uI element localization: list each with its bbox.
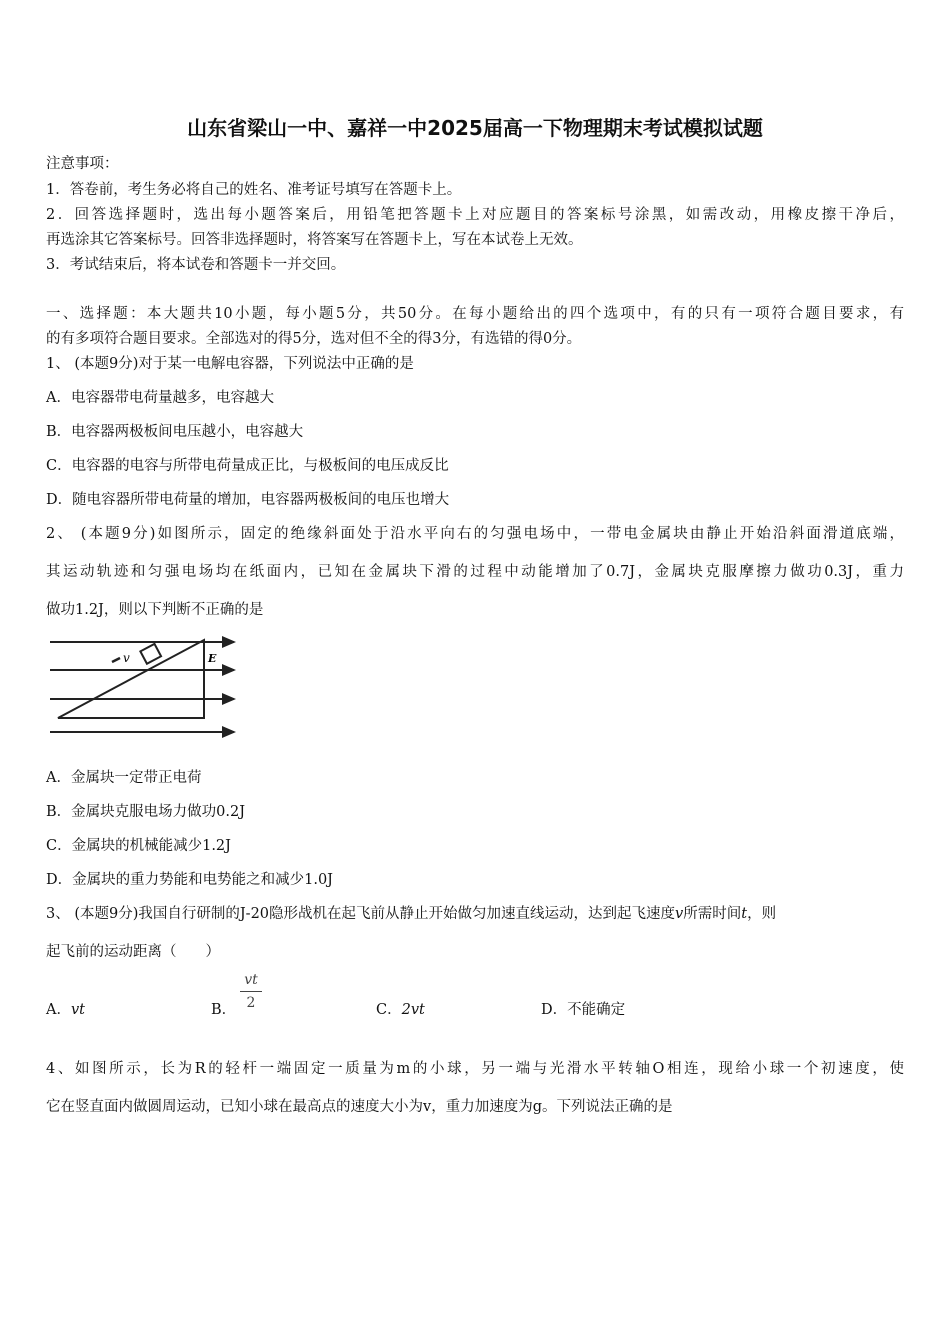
question-3-var-v: v bbox=[675, 906, 684, 922]
question-3-var-t: t bbox=[741, 906, 748, 922]
fraction-denominator: 2 bbox=[246, 995, 256, 1011]
section-1-line-2: 的有多项符合题目要求。全部选对的得5分，选对但不全的得3分，有选错的得0分。 bbox=[46, 331, 582, 347]
option-a-label: A． bbox=[46, 1002, 71, 1018]
notice-item-2-line-2: 再选涂其它答案标号。回答非选择题时，将答案写在答题卡上，写在本试卷上无效。 bbox=[46, 232, 583, 248]
notice-item-2-line-1: 2．回答选择题时，选出每小题答案后，用铅笔把答题卡上对应题目的答案标号涂黑，如需改动，用橡皮擦干净后， bbox=[46, 207, 904, 223]
question-2-option-d: D．金属块的重力势能和电势能之和减少1.0J bbox=[46, 872, 333, 888]
fraction-bar bbox=[240, 991, 262, 992]
question-2-option-c: C．金属块的机械能减少1.2J bbox=[46, 838, 231, 854]
field-label: E bbox=[208, 652, 217, 665]
question-4-line-2: 它在竖直面内做圆周运动，已知小球在最高点的速度大小为v，重力加速度为g。下列说法正确的是 bbox=[46, 1099, 673, 1115]
question-2-line-1: 2、 (本题9分)如图所示，固定的绝缘斜面处于沿水平向右的匀强电场中，一带电金属块由静止开始沿斜面滑道底端， bbox=[46, 526, 904, 542]
page-title: 山东省梁山一中、嘉祥一中2025届高一下物理期末考试模拟试题 bbox=[187, 116, 763, 140]
question-2-line-2: 其运动轨迹和匀强电场均在纸面内，已知在金属块下滑的过程中动能增加了0.7J，金属块克服摩擦力做功0.3J，重力 bbox=[46, 564, 904, 580]
question-2-option-a: A．金属块一定带正电荷 bbox=[46, 770, 202, 786]
notice-item-3: 3．考试结束后，将本试卷和答题卡一并交回。 bbox=[46, 257, 346, 273]
question-1-stem: 1、 (本题9分)对于某一电解电容器，下列说法中正确的是 bbox=[46, 356, 414, 372]
option-c-label: C． bbox=[376, 1002, 402, 1018]
fraction-numerator: vt bbox=[244, 972, 258, 988]
question-2-option-b: B．金属块克服电场力做功0.2J bbox=[46, 804, 246, 820]
question-1-option-c: C．电容器的电容与所带电荷量成正比，与极板间的电压成反比 bbox=[46, 458, 449, 474]
question-3-line-2: 起飞前的运动距离（ ） bbox=[46, 944, 220, 960]
question-3-line-1-text-c: ，则 bbox=[747, 906, 777, 922]
question-3-line-1 bbox=[46, 902, 776, 923]
question-1-option-b: B．电容器两极板间电压越小，电容越大 bbox=[46, 424, 304, 440]
incline-electric-field-figure bbox=[46, 632, 242, 742]
incline-triangle bbox=[58, 640, 204, 718]
metal-block bbox=[140, 644, 161, 664]
question-3-line-1-text-b: 所需时间 bbox=[683, 906, 742, 922]
option-a-value: vt bbox=[70, 1002, 86, 1018]
question-3-option-d: D．不能确定 bbox=[541, 1002, 626, 1018]
question-4-line-1: 4、如图所示，长为R的轻杆一端固定一质量为m的小球，另一端与光滑水平转轴O相连，现给小球一个初速度，使 bbox=[46, 1061, 904, 1077]
notice-heading: 注意事项： bbox=[46, 156, 119, 172]
section-1-line-1: 一、选择题：本大题共10小题，每小题5分，共50分。在每小题给出的四个选项中，有的只有一项符合题目要求，有 bbox=[46, 306, 904, 322]
question-2-line-3: 做功1.2J，则以下判断不正确的是 bbox=[46, 602, 264, 618]
question-1-option-a: A．电容器带电荷量越多，电容越大 bbox=[46, 390, 274, 406]
velocity-arrow bbox=[112, 658, 120, 662]
question-1-option-d: D．随电容器所带电荷量的增加，电容器两极板间的电压也增大 bbox=[46, 492, 450, 508]
question-3-option-c bbox=[376, 998, 425, 1019]
question-3-option-a bbox=[46, 998, 85, 1019]
question-3-line-1-text-a: 3、 (本题9分)我国自行研制的J-20隐形战机在起飞前从静止开始做匀加速直线运动，达到起飞速度 bbox=[46, 906, 676, 922]
option-c-value: 2vt bbox=[401, 1002, 425, 1018]
question-3-option-b-label: B． bbox=[211, 1002, 237, 1018]
question-3-option-b-fraction bbox=[240, 970, 262, 1013]
notice-item-1: 1．答卷前，考生务必将自己的姓名、准考证号填写在答题卡上。 bbox=[46, 182, 462, 198]
velocity-label: v bbox=[123, 651, 130, 665]
